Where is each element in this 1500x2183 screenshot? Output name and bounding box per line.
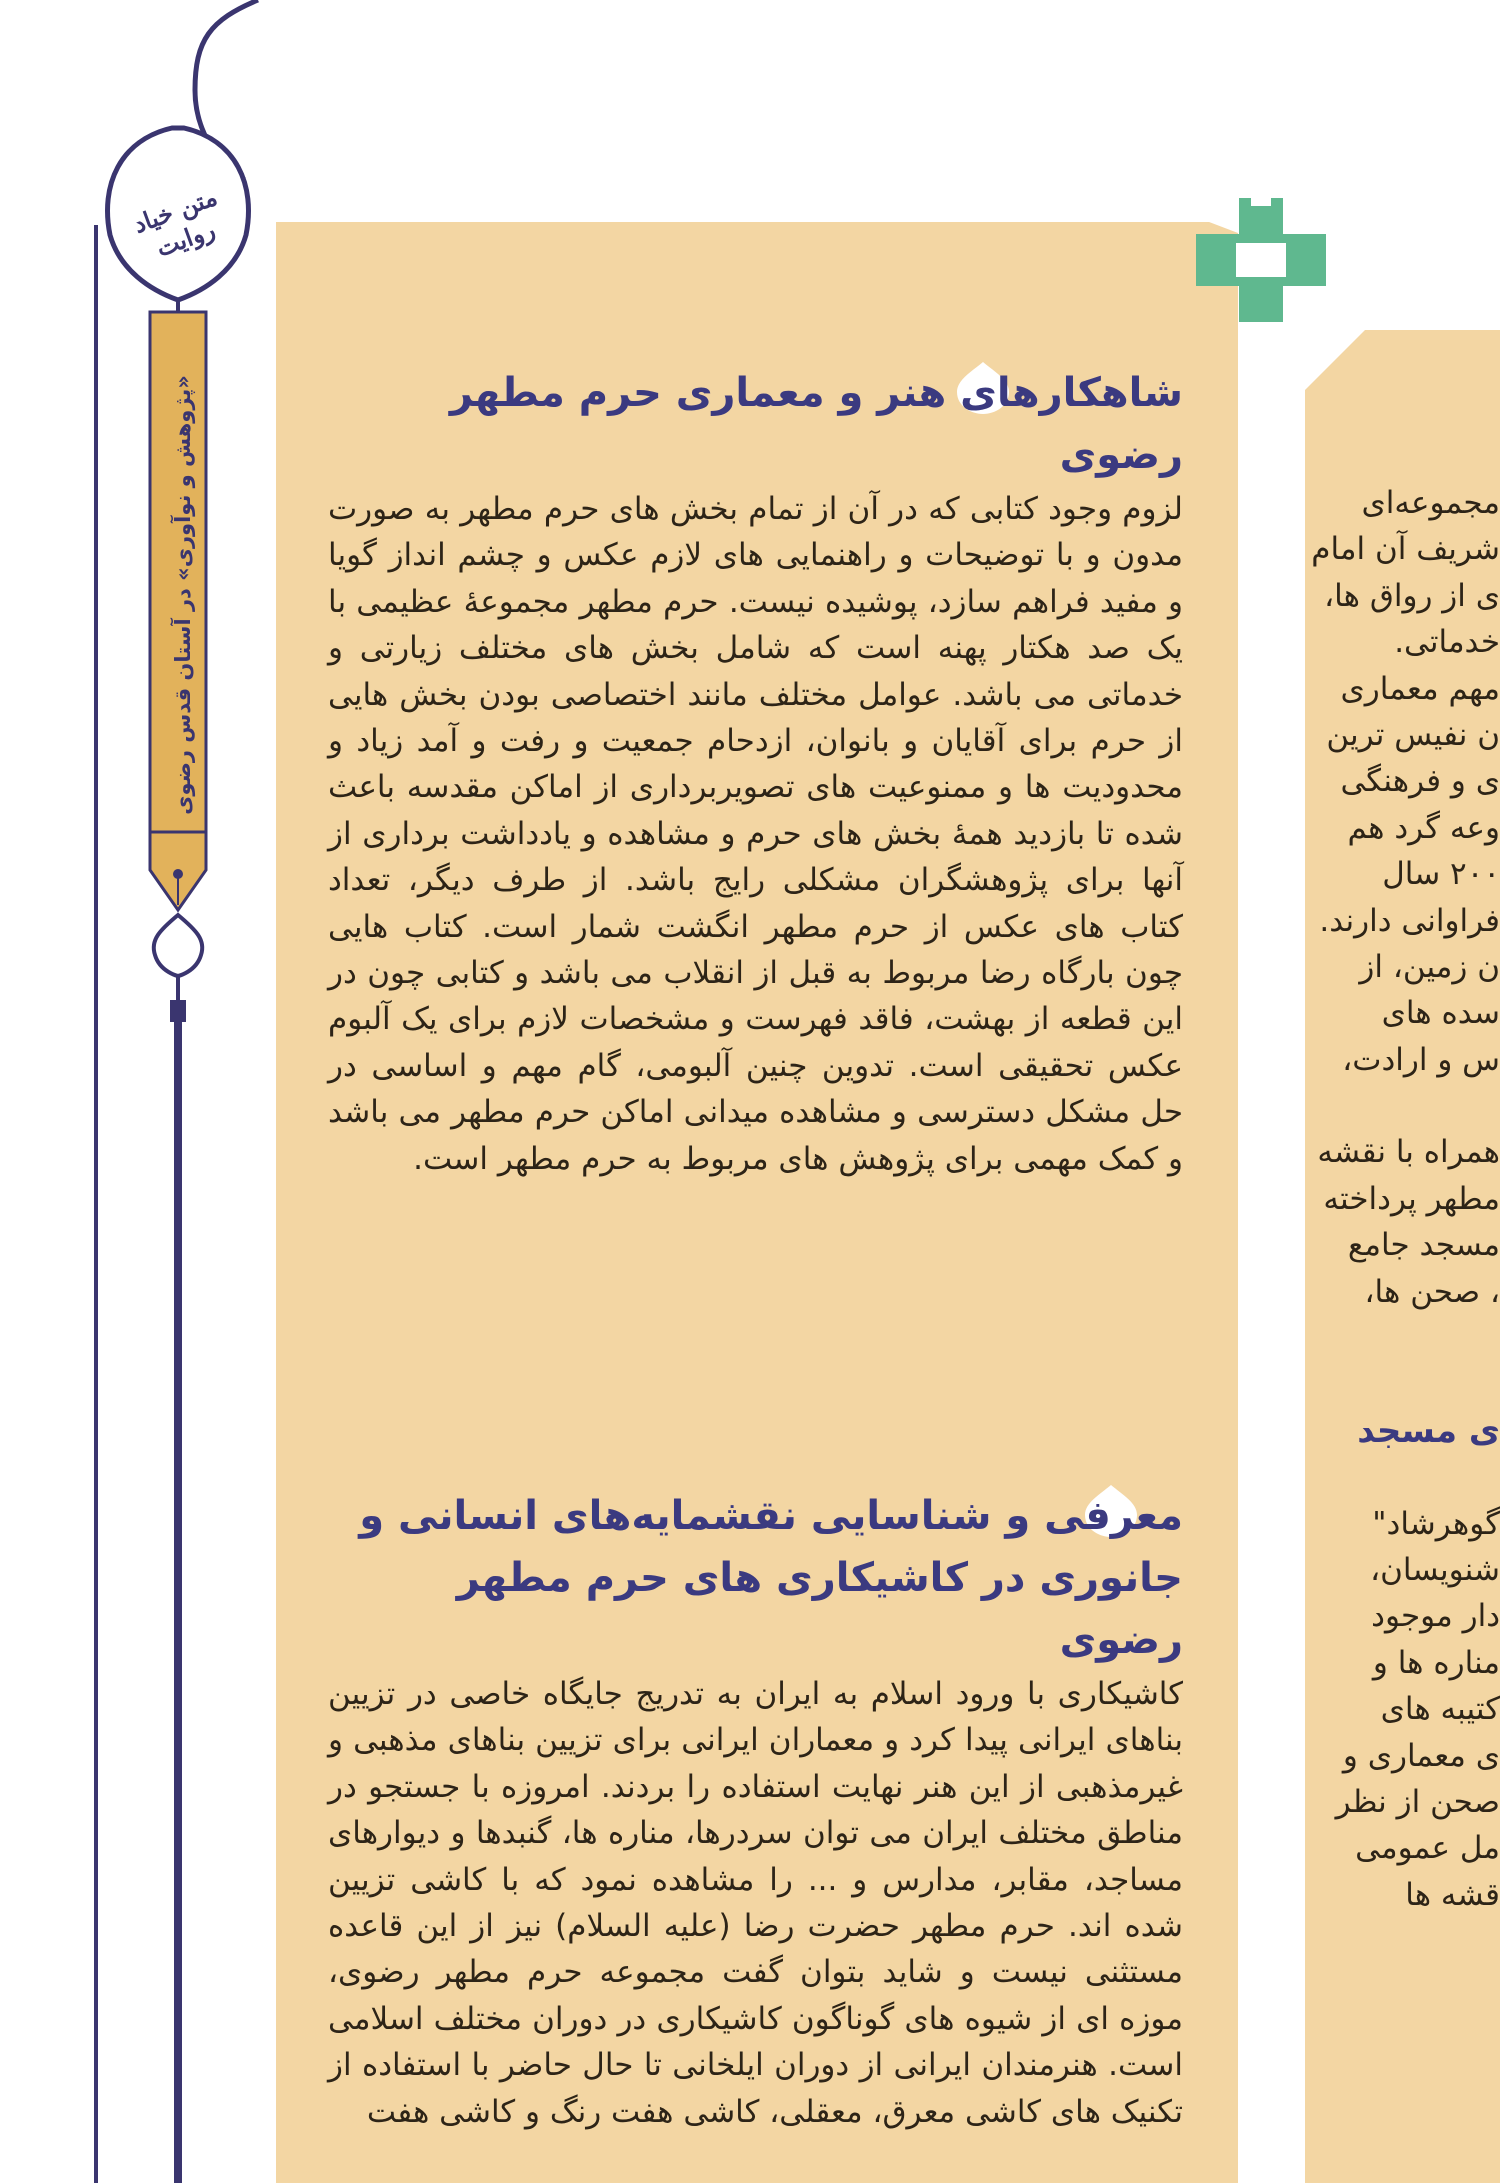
text-line: ن نفیس ترین	[1326, 716, 1500, 753]
section-title: معرفی و شناسایی نقشمایه‌های انسانی و جانوری در کاشیکاری های حرم مطهر رضوی	[359, 1493, 1183, 1663]
text-line: ی و فرهنگی	[1340, 763, 1500, 800]
text-line: دار موجود	[1371, 1598, 1500, 1635]
text-line: س و ارادت،	[1342, 1041, 1500, 1078]
text-line: همراه با نقشه	[1317, 1134, 1500, 1171]
section-title: شاهکارهای هنر و معماری حرم مطهر رضوی	[449, 370, 1183, 478]
text-line: فراوانی دارند.	[1319, 902, 1500, 939]
article-naghshmayeh	[328, 1485, 1183, 2135]
text-line: شریف آن امام	[1311, 531, 1500, 568]
text-line: مناره ها و	[1372, 1644, 1500, 1681]
text-line: مل عمومی	[1355, 1830, 1500, 1867]
right-column-text	[1311, 480, 1500, 1918]
cross-ornament-icon	[1196, 198, 1326, 322]
section-title: ی مسجد	[1357, 1410, 1500, 1451]
text-line: مسجد جامع	[1347, 1227, 1500, 1264]
text-line: ، صحن ها،	[1364, 1273, 1500, 1310]
text-line: ن زمین، از	[1359, 948, 1500, 985]
ornamental-frame	[0, 0, 260, 2183]
text-line: ی از رواق ها،	[1324, 577, 1500, 614]
article-shahkarha	[328, 362, 1183, 1182]
text-line: مهم معماری	[1340, 670, 1500, 707]
text-line: کتیبه های	[1380, 1691, 1500, 1728]
vertical-caption: «پژوهش و نوآوری» در آستان قدس رضوی	[171, 375, 195, 815]
text-line: سده های	[1381, 995, 1500, 1032]
section-body: کاشیکاری با ورود اسلام به ایران به تدریج جایگاه خاصی در تزیین بناهای ایرانی پیدا کرد و معماران ایرانی برای تزیین بناهای مذهبی و غیرمذهبی از این هنر نهایت استفاده را بردند. امروزه با جستجو در مناطق مختلف ایران می توان سردرها، مناره ها، گنبدها و دیوارهای مساجد، مقابر، مدارس و ... را مشاهده نمود که با کاشی تزیین شده اند. حرم مطهر حضرت رضا (علیه السلام) نیز از این قاعده مستثنی نیست و شاید بتوان گفت مجموعه حرم مطهر رضوی، موزه ای از شیوه های گوناگون کاشیکاری در دوران مختلف اسلامی است. هنرمندان ایرانی از دوران ایلخانی تا حال حاضر با استفاده از تکنیک های کاشی معرق، معقلی، کاشی هفت رنگ و کاشی هفت	[328, 1676, 1183, 2130]
section-body: لزوم وجود کتابی که در آن از تمام بخش های حرم مطهر به صورت مدون و با توضیحات و راهنمایی های لازم عکس و چشم انداز گویا و مفید فراهم سازد، پوشیده نیست. حرم مطهر مجموعهٔ عظیمی با یک صد هکتار پهنه است که شامل بخش های مختلف زیارتی و خدماتی می باشد. عوامل مختلف مانند اختصاصی بودن بخش هایی از حرم برای آقایان و بانوان، ازدحام جمعیت و رفت و آمد زیاد و محدودیت ها و ممنوعیت های تصویربرداری از اماکن مقدسه باعث شده تا بازدید همهٔ بخش های حرم و مشاهده و یادداشت برداری از آنها برای پژوهشگران مشکلی رایج باشد. از طرف دیگر، تعداد کتاب های عکس از حرم مطهر انگشت شمار است. کتاب هایی چون بارگاه رضا مربوط به قبل از انقلاب می باشد و کتابی چون در این قطعه از بهشت، فاقد فهرست و مشخصات لازم برای یک آلبوم عکس تحقیقی است. تدوین چنین آلبومی، گام مهم و اساسی در حل مشکل دسترسی و مشاهده میدانی اماکن حرم مطهر می باشد و کمک مهمی برای پژوهش های مربوط به حرم مطهر است.	[328, 491, 1183, 1177]
text-line: ی معماری و	[1342, 1737, 1500, 1774]
text-line: مطهر پرداخته	[1323, 1180, 1500, 1217]
text-line: مجموعه‌ای	[1361, 485, 1500, 521]
text-line: قشه ها	[1405, 1876, 1500, 1913]
text-line: ۲۰۰ سال	[1382, 856, 1500, 893]
logo-calligraphy: متن خیاد روایت	[128, 181, 221, 263]
text-line: وعه گرد هم	[1347, 809, 1500, 846]
text-line: گوهرشاد"	[1372, 1505, 1500, 1542]
text-line: شنویسان،	[1370, 1551, 1500, 1588]
text-line: صحن از نظر	[1335, 1783, 1500, 1820]
text-line: خدماتی.	[1394, 624, 1500, 661]
lower-ornament	[154, 915, 203, 2183]
